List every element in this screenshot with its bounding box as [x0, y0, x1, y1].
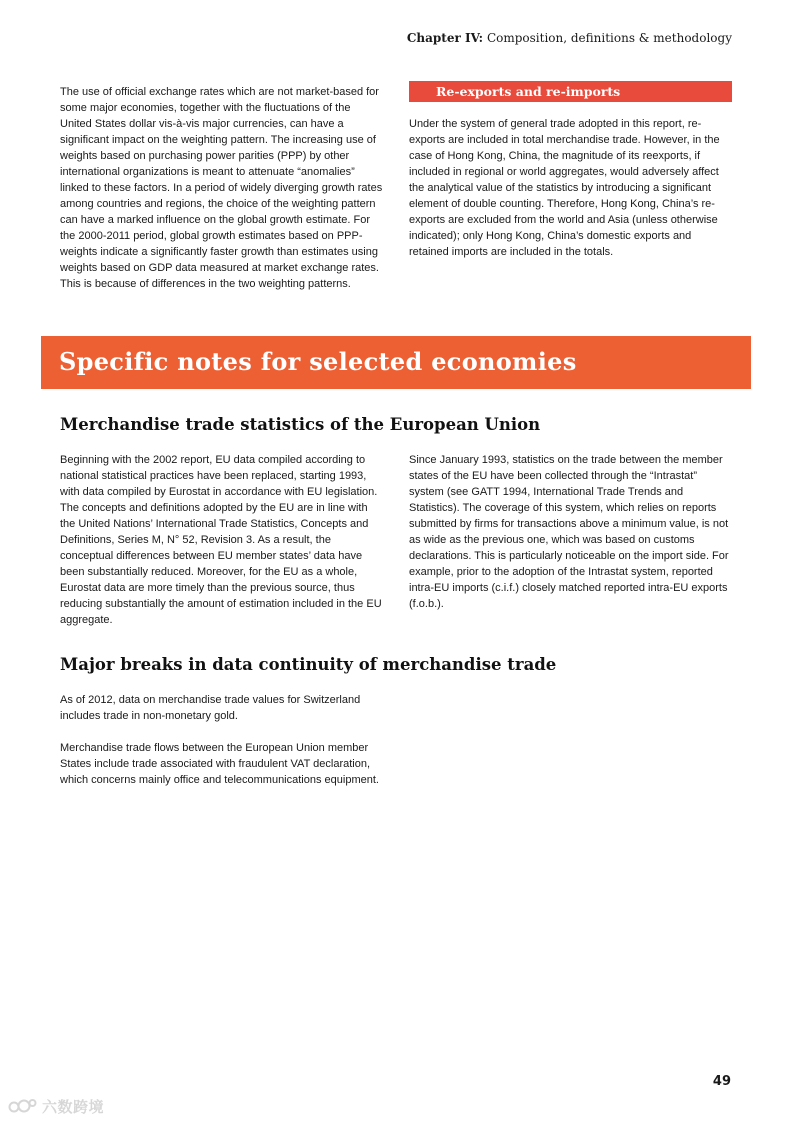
- eu-left-column: [60, 452, 384, 628]
- running-head-title: Composition, definitions & methodology: [486, 31, 732, 45]
- banner-title: Specific notes for selected economies: [59, 347, 577, 376]
- re-exports-column: [409, 116, 733, 260]
- watermark: [8, 1095, 104, 1117]
- running-head-chapter: Chapter IV:: [406, 31, 484, 45]
- eu-right-column: [409, 452, 733, 612]
- breaks-paragraph: Merchandise trade flows between the European Union member States include trade associated with fraudulent VAT declaration, which concerns mainly office and telecommunications equipment.: [60, 742, 379, 786]
- watermark-text: 六数跨境: [42, 1097, 105, 1116]
- eu-left-paragraph: Beginning with the 2002 report, EU data compiled according to national statistical practices have been replaced, starting 1993, with data compiled by Eurostat in accordance with EU legislation. The concepts and definitions adopted by the EU are in line with the United Nations’ International Trade Statistics, Concepts and Definitions, Series M, N° 52, Revision 3. As a result, the conceptual differences between EU member states’ data have been substantially reduced. Moreover, for the EU as a whole, Eurostat data are more timely than the previous source, thus reducing substantially the amount of estimation included in the EU aggregate.: [60, 454, 382, 626]
- breaks-paragraph: As of 2012, data on merchandise trade values for Switzerland includes trade in non-monetary gold.: [60, 694, 361, 722]
- section-banner: [41, 336, 751, 389]
- re-exports-box-title: Re-exports and re-imports: [409, 81, 732, 102]
- eu-section-heading: Merchandise trade statistics of the European Union: [60, 415, 541, 434]
- eu-right-paragraph: Since January 1993, statistics on the trade between the member states of the EU have been collected through the “Intrastat” system (see GATT 1994, International Trade Trends and Statistics). The coverage of this system, which relies on reports submitted by firms for transactions above a minimum value, is not as wide as the previous one, which was based on customs declarations. This is particularly noticeable on the import side. For example, prior to the adoption of the Intrastat system, reported intra-EU imports (c.i.f.) closely matched reported intra-EU exports (f.o.b.).: [409, 454, 729, 610]
- breaks-column: [60, 692, 384, 788]
- running-head: [407, 31, 732, 45]
- re-exports-paragraph: Under the system of general trade adopted in this report, re-exports are included in total merchandise trade. However, in the case of Hong Kong, China, the magnitude of its reexports, if included in regional or world aggregates, would adversely affect the analytical value of the statistics by introducing a significant element of double counting. Therefore, Hong Kong, China’s re-exports are excluded from the world and Asia (unless otherwise indicated); only Hong Kong, China’s domestic exports and retained imports are included in the totals.: [409, 118, 720, 258]
- logo-glyph-icon: [8, 1097, 38, 1115]
- intro-paragraph: The use of official exchange rates which are not market-based for some major economies, together with the fluctuations of the United States dollar vis-à-vis major currencies, can have a significant impact on the weighting pattern. The increasing use of weights based on purchasing power parities (PPP) by other international organizations is meant to attenuate “anomalies” linked to these factors. In a period of widely diverging growth rates among countries and regions, the choice of the weighting pattern can have a marked influence on the global growth estimate. For the 2000-2011 period, global growth estimates based on PPP-weights indicate a significantly faster growth than estimates using weights based on GDP data measured at market exchange rates. This is because of differences in the two weighting patterns.: [60, 86, 383, 290]
- page-number: 49: [712, 1074, 731, 1089]
- intro-left-column: [60, 84, 384, 292]
- breaks-section-heading: Major breaks in data continuity of merchandise trade: [60, 655, 557, 674]
